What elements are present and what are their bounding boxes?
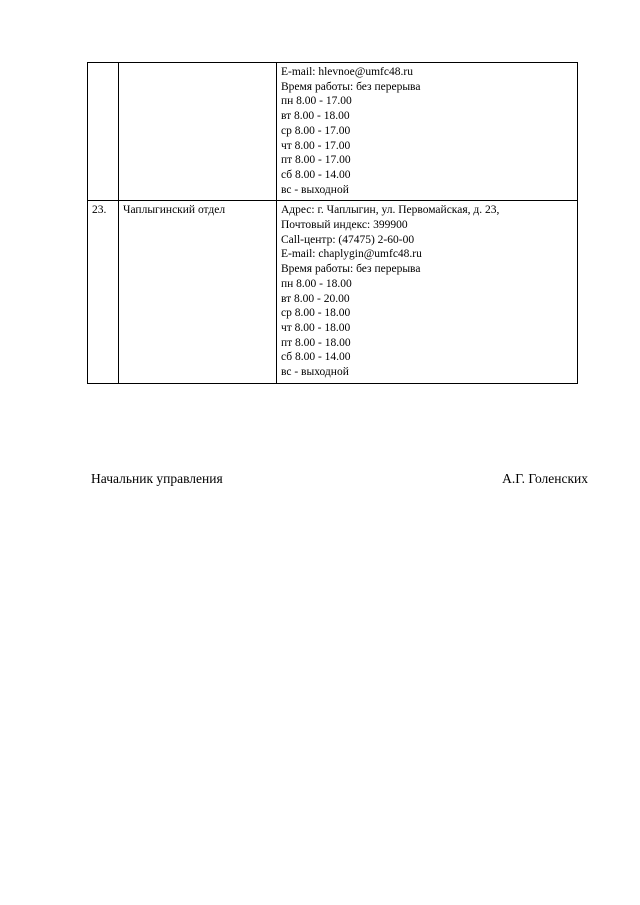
call-center-line: Call-центр: (47475) 2-60-00: [281, 233, 415, 246]
office-table: [87, 62, 578, 384]
signatory-position: Начальник управления: [91, 471, 223, 486]
schedule-tue: вт 8.00 - 20.00: [281, 292, 350, 305]
schedule-fri: пт 8.00 - 18.00: [281, 336, 351, 349]
schedule-sat: сб 8.00 - 14.00: [281, 351, 351, 364]
schedule-tue: вт 8.00 - 18.00: [281, 110, 350, 123]
email-line: E-mail: chaplygin@umfc48.ru: [281, 248, 422, 261]
schedule-mon: пн 8.00 - 18.00: [281, 277, 352, 290]
schedule-wed: ср 8.00 - 18.00: [281, 307, 351, 320]
schedule-wed: ср 8.00 - 17.00: [281, 124, 351, 137]
signatory-name: А.Г. Голенских: [502, 471, 588, 486]
postal-code-line: Почтовый индекс: 399900: [281, 219, 408, 232]
office-name: Чаплыгинский отдел: [119, 201, 277, 383]
schedule-mon: пн 8.00 - 17.00: [281, 95, 352, 108]
table-row: [88, 63, 578, 201]
table-row: [88, 201, 578, 383]
office-info: [277, 63, 578, 201]
schedule-thu: чт 8.00 - 17.00: [281, 139, 351, 152]
email-line: E-mail: hlevnoe@umfc48.ru: [281, 66, 413, 78]
schedule-sun: вс - выходной: [281, 366, 349, 379]
schedule-thu: чт 8.00 - 18.00: [281, 321, 351, 334]
work-time-line: Время работы: без перерыва: [281, 263, 421, 276]
office-info: [277, 201, 578, 383]
row-number: 23.: [88, 201, 119, 383]
row-number: [88, 63, 119, 201]
office-name: [119, 63, 277, 201]
work-time-line: Время работы: без перерыва: [281, 80, 421, 93]
address-line: Адрес: г. Чаплыгин, ул. Первомайская, д. 23,: [281, 204, 500, 217]
schedule-fri: пт 8.00 - 17.00: [281, 154, 351, 167]
schedule-sun: вс - выходной: [281, 183, 349, 196]
schedule-sat: сб 8.00 - 14.00: [281, 168, 351, 181]
